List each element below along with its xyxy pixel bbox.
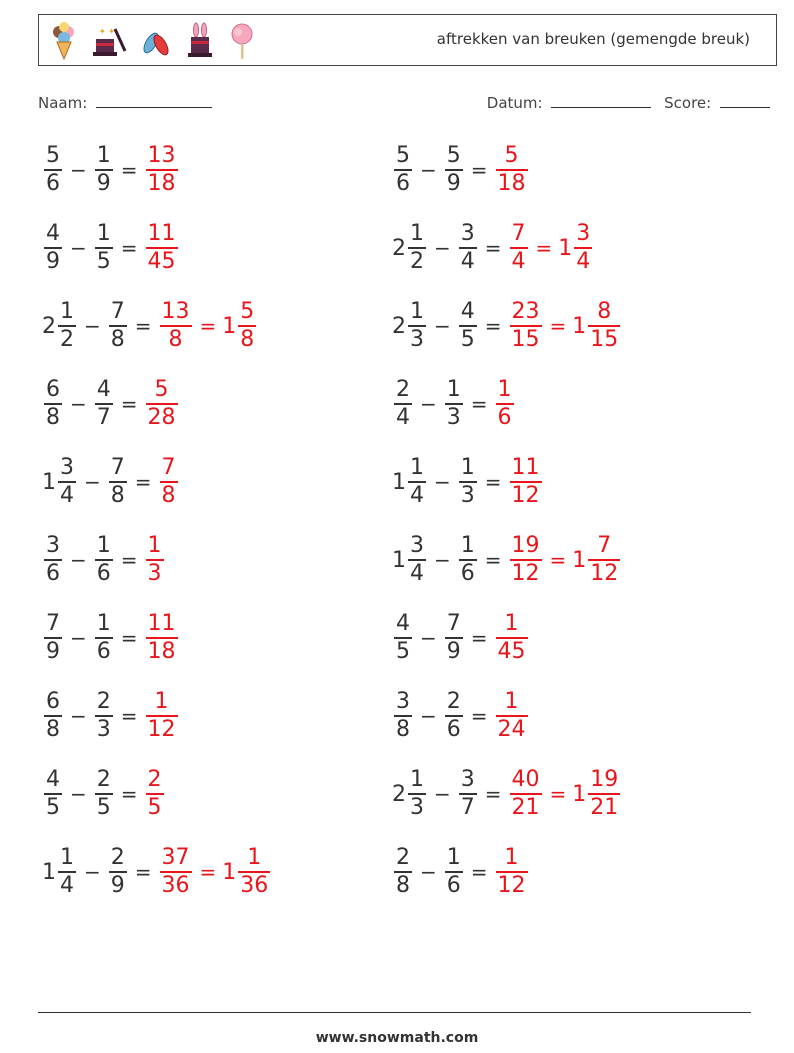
minuend-denominator: 8 — [396, 716, 410, 742]
answer-fraction — [146, 143, 178, 197]
subtrahend — [445, 143, 463, 197]
date-score-fields — [487, 93, 770, 112]
answer-fraction-denominator: 8 — [161, 482, 176, 508]
minuend-numerator: 4 — [46, 767, 60, 793]
subtrahend — [445, 611, 463, 665]
minuend-numerator: 3 — [60, 455, 74, 481]
answer-fraction-numerator: 2 — [147, 767, 162, 793]
answer-fraction-denominator: 12 — [497, 872, 526, 898]
minus-sign: − — [84, 470, 101, 494]
subtrahend-denominator: 8 — [110, 326, 125, 352]
subtrahend-numerator: 1 — [96, 221, 111, 247]
answer-mixed-numerator: 19 — [590, 767, 619, 793]
subtrahend — [95, 221, 113, 275]
answer-fraction-denominator: 45 — [497, 638, 526, 664]
answer-fraction-numerator: 1 — [497, 377, 512, 403]
answer-mixed-denominator: 15 — [590, 326, 619, 352]
minus-sign: − — [70, 704, 87, 728]
equals-sign: = — [484, 470, 502, 494]
subtrahend-denominator: 5 — [460, 326, 475, 352]
answer-fraction — [510, 455, 542, 509]
footer-divider — [38, 1012, 751, 1013]
answer-fraction — [510, 767, 542, 821]
equals-sign: = — [484, 782, 502, 806]
answer-mixed-whole: 1 — [558, 235, 573, 261]
minus-sign: − — [420, 626, 437, 650]
subtrahend-denominator: 7 — [96, 404, 111, 430]
answer-fraction-denominator: 4 — [511, 248, 526, 274]
equals-sign: = — [470, 158, 488, 182]
minus-sign: − — [434, 548, 451, 572]
answer-fraction-numerator: 11 — [147, 611, 176, 637]
equals-sign: = — [120, 704, 138, 728]
minuend-whole: 1 — [392, 547, 406, 573]
minuend-denominator: 8 — [396, 872, 410, 898]
subtrahend — [459, 299, 477, 353]
problem-row — [42, 764, 166, 824]
subtrahend — [459, 767, 477, 821]
answer-mixed-denominator: 8 — [240, 326, 255, 352]
answer-fraction-denominator: 12 — [511, 560, 540, 586]
minus-sign: − — [420, 704, 437, 728]
problem-row — [392, 530, 622, 590]
equals-sign: = — [134, 470, 152, 494]
subtrahend — [109, 299, 127, 353]
answer-mixed-whole: 1 — [572, 313, 587, 339]
answer-fraction — [496, 143, 528, 197]
minuend-whole: 2 — [392, 781, 406, 807]
answer-mixed-denominator: 21 — [590, 794, 619, 820]
magic-hat-wand-icon — [91, 21, 127, 61]
answer-fraction-denominator: 24 — [497, 716, 526, 742]
minuend-denominator: 2 — [60, 326, 74, 352]
minuend-denominator: 8 — [46, 404, 60, 430]
equals-sign: = — [470, 392, 488, 416]
minuend-numerator: 2 — [396, 845, 410, 871]
subtrahend-numerator: 1 — [96, 611, 111, 637]
minuend-denominator: 5 — [396, 638, 410, 664]
subtrahend-denominator: 3 — [96, 716, 111, 742]
subtrahend — [459, 221, 477, 275]
answer-fraction — [160, 845, 192, 899]
problem-row — [392, 218, 594, 278]
problem-row — [392, 764, 622, 824]
minuend-numerator: 3 — [46, 533, 60, 559]
minuend — [44, 767, 62, 821]
answer-fraction — [160, 455, 178, 509]
subtrahend — [459, 455, 477, 509]
minuend-whole: 2 — [392, 313, 406, 339]
equals-sign: = — [120, 236, 138, 260]
subtrahend — [95, 143, 113, 197]
answer-mixed — [238, 845, 270, 899]
minuend — [58, 299, 76, 353]
juggling-pins-icon — [139, 21, 173, 61]
equals-sign-answer: = — [199, 860, 217, 884]
answer-fraction — [146, 533, 164, 587]
subtrahend — [445, 845, 463, 899]
answer-fraction — [160, 299, 192, 353]
answer-fraction — [496, 689, 528, 743]
answer-fraction-numerator: 1 — [504, 611, 519, 637]
minuend-numerator: 5 — [46, 143, 60, 169]
answer-fraction-denominator: 18 — [497, 170, 526, 196]
subtrahend — [445, 377, 463, 431]
minus-sign: − — [434, 470, 451, 494]
answer-fraction — [510, 299, 542, 353]
answer-fraction-numerator: 7 — [161, 455, 176, 481]
subtrahend-numerator: 2 — [96, 689, 111, 715]
minus-sign: − — [434, 236, 451, 260]
problem-row — [392, 842, 530, 902]
subtrahend-denominator: 4 — [460, 248, 475, 274]
minuend-denominator: 4 — [410, 560, 424, 586]
answer-fraction — [496, 611, 528, 665]
problem-row — [392, 140, 530, 200]
minuend-whole: 1 — [392, 469, 406, 495]
answer-fraction-numerator: 5 — [154, 377, 169, 403]
answer-fraction-denominator: 18 — [147, 170, 176, 196]
subtrahend-denominator: 9 — [446, 638, 461, 664]
answer-fraction-numerator: 13 — [161, 299, 190, 325]
minus-sign: − — [420, 860, 437, 884]
name-line[interactable] — [96, 93, 212, 108]
equals-sign: = — [484, 236, 502, 260]
answer-mixed-numerator: 3 — [576, 221, 591, 247]
subtrahend-numerator: 4 — [96, 377, 111, 403]
answer-mixed-numerator: 1 — [247, 845, 262, 871]
problem-row — [392, 374, 516, 434]
minuend — [408, 533, 426, 587]
subtrahend-numerator: 2 — [446, 689, 461, 715]
minuend — [408, 221, 426, 275]
name-field — [38, 93, 212, 112]
minuend-numerator: 1 — [410, 299, 424, 325]
answer-fraction-denominator: 3 — [147, 560, 162, 586]
minus-sign: − — [420, 392, 437, 416]
minuend — [394, 143, 412, 197]
subtrahend-numerator: 1 — [96, 533, 111, 559]
subtrahend — [445, 689, 463, 743]
subtrahend-numerator: 1 — [460, 455, 475, 481]
equals-sign-answer: = — [199, 314, 217, 338]
minuend-numerator: 1 — [410, 455, 424, 481]
problem-row — [42, 686, 180, 746]
subtrahend — [109, 845, 127, 899]
minuend-numerator: 3 — [396, 689, 410, 715]
subtrahend-denominator: 5 — [96, 794, 111, 820]
answer-fraction-denominator: 8 — [168, 326, 183, 352]
minuend-whole: 1 — [42, 469, 56, 495]
subtrahend-denominator: 6 — [460, 560, 475, 586]
minuend-denominator: 2 — [410, 248, 424, 274]
date-label: Datum: — [486, 94, 543, 112]
answer-fraction-numerator: 5 — [504, 143, 519, 169]
worksheet-header — [38, 14, 777, 66]
answer-fraction-denominator: 15 — [511, 326, 540, 352]
answer-fraction-denominator: 6 — [497, 404, 512, 430]
equals-sign: = — [134, 860, 152, 884]
problem-row — [42, 452, 180, 512]
subtrahend-denominator: 9 — [110, 872, 125, 898]
answer-fraction-numerator: 1 — [154, 689, 169, 715]
answer-fraction-numerator: 19 — [511, 533, 540, 559]
equals-sign: = — [120, 782, 138, 806]
equals-sign-answer: = — [549, 782, 567, 806]
subtrahend-denominator: 6 — [96, 638, 111, 664]
minuend-numerator: 1 — [60, 845, 74, 871]
minuend — [58, 455, 76, 509]
answer-fraction-denominator: 18 — [147, 638, 176, 664]
minus-sign: − — [70, 782, 87, 806]
minuend-denominator: 3 — [410, 326, 424, 352]
answer-fraction-denominator: 12 — [511, 482, 540, 508]
answer-mixed-whole: 1 — [222, 859, 237, 885]
answer-mixed-whole: 1 — [572, 547, 587, 573]
answer-mixed — [588, 533, 620, 587]
answer-fraction-numerator: 11 — [511, 455, 540, 481]
minuend-whole: 2 — [392, 235, 406, 261]
equals-sign-answer: = — [549, 548, 567, 572]
subtrahend-numerator: 1 — [460, 533, 475, 559]
problem-row — [392, 608, 530, 668]
answer-fraction-numerator: 7 — [511, 221, 526, 247]
minuend-denominator: 6 — [396, 170, 410, 196]
equals-sign: = — [470, 704, 488, 728]
header-icons — [49, 21, 257, 61]
minuend-whole: 1 — [42, 859, 56, 885]
answer-fraction-denominator: 28 — [147, 404, 176, 430]
answer-fraction-numerator: 11 — [147, 221, 176, 247]
equals-sign: = — [120, 392, 138, 416]
problem-row — [392, 296, 622, 356]
minuend-numerator: 4 — [396, 611, 410, 637]
minuend-denominator: 4 — [396, 404, 410, 430]
answer-fraction — [510, 533, 542, 587]
problem-row — [42, 530, 166, 590]
minuend-denominator: 9 — [46, 248, 60, 274]
minuend-numerator: 3 — [410, 533, 424, 559]
equals-sign: = — [484, 548, 502, 572]
subtrahend-denominator: 6 — [446, 716, 461, 742]
subtrahend-denominator: 3 — [460, 482, 475, 508]
subtrahend — [95, 689, 113, 743]
footer-url: www.snowmath.com — [315, 1030, 479, 1046]
subtrahend-denominator: 9 — [96, 170, 111, 196]
equals-sign: = — [484, 314, 502, 338]
problem-row — [42, 140, 180, 200]
answer-mixed-numerator: 7 — [597, 533, 612, 559]
answer-mixed — [588, 299, 620, 353]
answer-fraction — [510, 221, 528, 275]
problem-row — [42, 842, 272, 902]
ice-cream-icon — [49, 21, 79, 61]
answer-fraction-numerator: 23 — [511, 299, 540, 325]
minuend — [44, 533, 62, 587]
minus-sign: − — [70, 236, 87, 260]
name-label: Naam: — [38, 94, 88, 112]
answer-fraction-denominator: 12 — [147, 716, 176, 742]
minuend — [408, 455, 426, 509]
problem-row — [392, 686, 530, 746]
answer-fraction-numerator: 1 — [504, 845, 519, 871]
minus-sign: − — [70, 392, 87, 416]
minuend — [44, 611, 62, 665]
subtrahend — [109, 455, 127, 509]
answer-mixed-whole: 1 — [572, 781, 587, 807]
answer-mixed-denominator: 12 — [590, 560, 619, 586]
subtrahend-denominator: 7 — [460, 794, 475, 820]
answer-fraction-numerator: 1 — [147, 533, 162, 559]
minuend — [44, 377, 62, 431]
answer-fraction — [146, 689, 178, 743]
answer-fraction-numerator: 13 — [147, 143, 176, 169]
answer-fraction-denominator: 5 — [147, 794, 162, 820]
problem-row — [42, 218, 180, 278]
subtrahend — [95, 377, 113, 431]
date-line[interactable] — [551, 93, 651, 108]
equals-sign-answer: = — [549, 314, 567, 338]
problem-row — [42, 296, 258, 356]
subtrahend-numerator: 2 — [96, 767, 111, 793]
subtrahend-denominator: 8 — [110, 482, 125, 508]
subtrahend-numerator: 7 — [110, 299, 125, 325]
minuend-denominator: 3 — [410, 794, 424, 820]
worksheet-title: aftrekken van breuken (gemengde breuk) — [436, 30, 750, 48]
answer-mixed-denominator: 4 — [576, 248, 591, 274]
equals-sign: = — [120, 626, 138, 650]
subtrahend-denominator: 5 — [96, 248, 111, 274]
minuend — [44, 689, 62, 743]
minus-sign: − — [84, 314, 101, 338]
answer-fraction — [496, 845, 528, 899]
score-line[interactable] — [720, 93, 770, 108]
answer-mixed — [588, 767, 620, 821]
minuend — [44, 221, 62, 275]
minuend — [394, 689, 412, 743]
answer-fraction — [146, 767, 164, 821]
minus-sign: − — [434, 314, 451, 338]
answer-mixed — [238, 299, 256, 353]
minus-sign: − — [70, 626, 87, 650]
minuend-denominator: 9 — [46, 638, 60, 664]
minuend-denominator: 4 — [410, 482, 424, 508]
equals-sign-answer: = — [535, 236, 553, 260]
svg-text:✦ ✦: ✦ ✦ — [99, 27, 115, 36]
minus-sign: − — [70, 548, 87, 572]
subtrahend-numerator: 1 — [446, 845, 461, 871]
minuend — [394, 611, 412, 665]
problem-row — [42, 608, 180, 668]
subtrahend-denominator: 6 — [96, 560, 111, 586]
minuend-numerator: 1 — [60, 299, 74, 325]
minuend — [408, 299, 426, 353]
subtrahend-numerator: 2 — [110, 845, 125, 871]
minuend-numerator: 1 — [410, 221, 424, 247]
equals-sign: = — [120, 158, 138, 182]
answer-fraction — [146, 611, 178, 665]
score-label: Score: — [664, 94, 712, 112]
subtrahend-numerator: 1 — [96, 143, 111, 169]
subtrahend — [459, 533, 477, 587]
equals-sign: = — [470, 626, 488, 650]
minuend-numerator: 6 — [46, 689, 60, 715]
minus-sign: − — [84, 860, 101, 884]
subtrahend-numerator: 4 — [460, 299, 475, 325]
equals-sign: = — [134, 314, 152, 338]
subtrahend-numerator: 1 — [446, 377, 461, 403]
subtrahend-numerator: 3 — [460, 767, 475, 793]
subtrahend-numerator: 7 — [446, 611, 461, 637]
subtrahend-numerator: 5 — [446, 143, 461, 169]
subtrahend-numerator: 7 — [110, 455, 125, 481]
answer-fraction-denominator: 45 — [147, 248, 176, 274]
minuend-numerator: 6 — [46, 377, 60, 403]
answer-mixed — [574, 221, 592, 275]
subtrahend — [95, 611, 113, 665]
subtrahend-denominator: 3 — [446, 404, 461, 430]
minus-sign: − — [420, 158, 437, 182]
minuend-whole: 2 — [42, 313, 56, 339]
minuend-denominator: 5 — [46, 794, 60, 820]
minus-sign: − — [70, 158, 87, 182]
minuend-denominator: 6 — [46, 560, 60, 586]
minuend-numerator: 7 — [46, 611, 60, 637]
minuend — [58, 845, 76, 899]
minuend-denominator: 4 — [60, 872, 74, 898]
minuend-denominator: 8 — [46, 716, 60, 742]
answer-fraction-numerator: 37 — [161, 845, 190, 871]
minuend-numerator: 5 — [396, 143, 410, 169]
minuend — [408, 767, 426, 821]
subtrahend — [95, 533, 113, 587]
answer-fraction — [146, 221, 178, 275]
equals-sign: = — [120, 548, 138, 572]
minuend — [394, 845, 412, 899]
minuend-numerator: 2 — [396, 377, 410, 403]
answer-fraction-numerator: 40 — [511, 767, 540, 793]
problem-row — [42, 374, 180, 434]
subtrahend-numerator: 3 — [460, 221, 475, 247]
problem-row — [392, 452, 544, 512]
answer-fraction-denominator: 21 — [511, 794, 540, 820]
minuend — [394, 377, 412, 431]
minuend-numerator: 4 — [46, 221, 60, 247]
answer-mixed-numerator: 5 — [240, 299, 255, 325]
answer-mixed-numerator: 8 — [597, 299, 612, 325]
magic-hat-rabbit-icon — [185, 21, 215, 61]
answer-fraction-numerator: 1 — [504, 689, 519, 715]
minuend-numerator: 1 — [410, 767, 424, 793]
subtrahend-denominator: 6 — [446, 872, 461, 898]
minuend-denominator: 4 — [60, 482, 74, 508]
answer-mixed-denominator: 36 — [240, 872, 269, 898]
subtrahend — [95, 767, 113, 821]
minus-sign: − — [434, 782, 451, 806]
answer-mixed-whole: 1 — [222, 313, 237, 339]
minuend-denominator: 6 — [46, 170, 60, 196]
answer-fraction — [496, 377, 514, 431]
equals-sign: = — [470, 860, 488, 884]
answer-fraction — [146, 377, 178, 431]
minuend — [44, 143, 62, 197]
subtrahend-denominator: 9 — [446, 170, 461, 196]
answer-fraction-denominator: 36 — [161, 872, 190, 898]
cotton-candy-icon — [227, 21, 257, 61]
